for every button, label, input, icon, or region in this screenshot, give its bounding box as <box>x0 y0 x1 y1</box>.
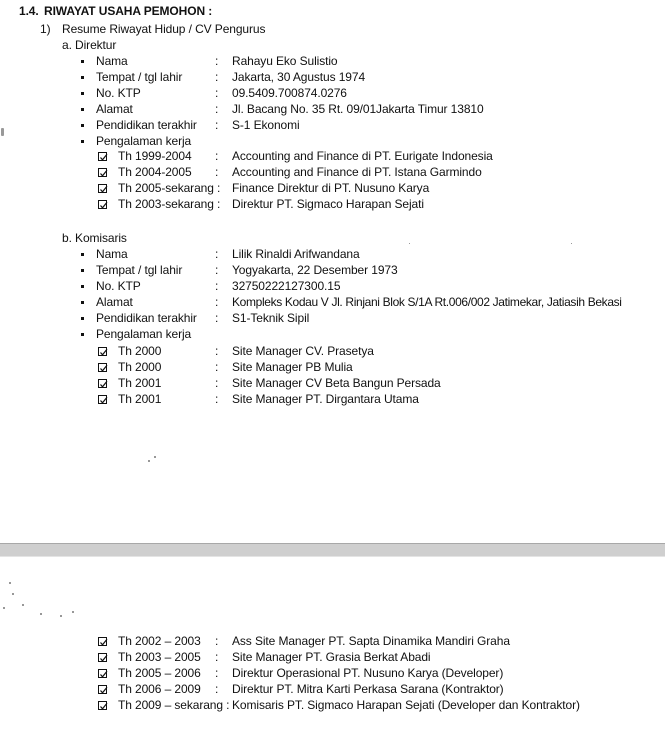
field-colon: : <box>215 392 219 406</box>
experience-period: Th 2001 <box>118 392 162 406</box>
field-colon: : <box>215 70 219 84</box>
scan-speck <box>3 607 5 609</box>
experience-desc: Accounting and Finance di PT. Eurigate Indonesia <box>232 149 493 163</box>
field-colon: : <box>215 247 219 261</box>
bullet-icon <box>81 60 84 63</box>
field-label: Pendidikan terakhir <box>96 311 197 325</box>
field-label: Nama <box>96 247 128 261</box>
field-colon: : <box>215 149 219 163</box>
field-colon: : <box>215 54 219 68</box>
experience-desc: Site Manager PT. Dirgantara Utama <box>232 392 419 406</box>
experience-desc: Direktur Operasional PT. Nusuno Karya (Developer) <box>232 666 504 680</box>
experience-desc: Site Manager PT. Grasia Berkat Abadi <box>232 650 431 664</box>
experience-period: Th 2005-sekarang : <box>118 181 221 195</box>
experience-desc: Accounting and Finance di PT. Istana Garmindo <box>232 165 482 179</box>
field-label: Nama <box>96 54 128 68</box>
field-label: Pendidikan terakhir <box>96 118 197 132</box>
field-colon: : <box>215 118 219 132</box>
field-value: Jl. Bacang No. 35 Rt. 09/01Jakarta Timur 13810 <box>232 102 484 116</box>
experience-desc: Site Manager CV. Prasetya <box>232 344 374 358</box>
checkbox-checked-icon <box>98 395 107 404</box>
komisaris-heading: b. Komisaris <box>62 231 127 245</box>
field-colon: : <box>215 263 219 277</box>
field-colon: : <box>215 165 219 179</box>
checkbox-checked-icon <box>98 685 107 694</box>
bullet-icon <box>81 76 84 79</box>
bullet-icon <box>81 285 84 288</box>
field-value: Rahayu Eko Sulistio <box>232 54 338 68</box>
section-number: 1.4. <box>19 4 39 18</box>
experience-label: Pengalaman kerja <box>96 327 192 341</box>
checkbox-checked-icon <box>98 363 107 372</box>
experience-label: Pengalaman kerja <box>96 134 192 148</box>
field-value: S1-Teknik Sipil <box>232 311 310 325</box>
experience-period: Th 2003-sekarang : <box>118 197 221 211</box>
experience-period: Th 2000 <box>118 360 162 374</box>
field-value: Jakarta, 30 Agustus 1974 <box>232 70 366 84</box>
bullet-icon <box>81 140 84 143</box>
experience-period: Th 1999-2004 <box>118 149 192 163</box>
direktur-heading: a. Direktur <box>62 38 117 52</box>
checkbox-checked-icon <box>98 637 107 646</box>
scan-mark <box>1 128 4 136</box>
bullet-icon <box>81 301 84 304</box>
field-colon: : <box>215 666 219 680</box>
field-colon: : <box>215 650 219 664</box>
checkbox-checked-icon <box>98 347 107 356</box>
scan-speck <box>40 613 42 615</box>
experience-desc: Direktur PT. Mitra Karti Perkasa Sarana (Kontraktor) <box>232 682 504 696</box>
experience-period: Th 2001 <box>118 376 162 390</box>
bullet-icon <box>81 253 84 256</box>
field-label: No. KTP <box>96 279 141 293</box>
field-label: Tempat / tgl lahir <box>96 263 183 277</box>
experience-period: Th 2005 – 2006 <box>118 666 201 680</box>
field-colon: : <box>215 102 219 116</box>
checkbox-checked-icon <box>98 200 107 209</box>
scan-speck <box>72 611 74 613</box>
bullet-icon <box>81 333 84 336</box>
field-label: No. KTP <box>96 86 141 100</box>
experience-desc: Komisaris PT. Sigmaco Harapan Sejati (Developer dan Kontraktor) <box>232 698 580 712</box>
scan-speck <box>9 582 11 584</box>
bullet-icon <box>81 269 84 272</box>
checkbox-checked-icon <box>98 152 107 161</box>
field-label: Alamat <box>96 102 133 116</box>
experience-period: Th 2009 – sekarang : <box>118 698 230 712</box>
experience-desc: Direktur PT. Sigmaco Harapan Sejati <box>232 197 424 211</box>
experience-period: Th 2006 – 2009 <box>118 682 201 696</box>
scan-speck <box>409 243 410 244</box>
field-colon: : <box>215 279 219 293</box>
bullet-icon <box>81 317 84 320</box>
scan-speck <box>12 593 14 595</box>
field-colon: : <box>215 295 219 309</box>
field-colon: : <box>215 634 219 648</box>
field-label: Tempat / tgl lahir <box>96 70 183 84</box>
subsection-title: Resume Riwayat Hidup / CV Pengurus <box>62 22 266 36</box>
experience-desc: Ass Site Manager PT. Sapta Dinamika Mandiri Graha <box>232 634 510 648</box>
field-value: Lilik Rinaldi Arifwandana <box>232 247 360 261</box>
experience-period: Th 2004-2005 <box>118 165 192 179</box>
field-colon: : <box>215 376 219 390</box>
experience-period: Th 2002 – 2003 <box>118 634 201 648</box>
subsection-number: 1) <box>40 22 51 36</box>
field-colon: : <box>215 311 219 325</box>
bullet-icon <box>81 92 84 95</box>
field-colon: : <box>215 682 219 696</box>
checkbox-checked-icon <box>98 701 107 710</box>
experience-desc: Site Manager PB Mulia <box>232 360 353 374</box>
field-value: 09.5409.700874.0276 <box>232 86 347 100</box>
checkbox-checked-icon <box>98 168 107 177</box>
section-title: RIWAYAT USAHA PEMOHON : <box>44 4 213 18</box>
page-2 <box>0 557 665 736</box>
field-colon: : <box>215 86 219 100</box>
page-separator <box>0 543 665 557</box>
field-label: Alamat <box>96 295 133 309</box>
field-colon: : <box>215 344 219 358</box>
checkbox-checked-icon <box>98 184 107 193</box>
field-value: 32750222127300.15 <box>232 279 341 293</box>
field-value: S-1 Ekonomi <box>232 118 300 132</box>
scan-speck <box>148 460 150 462</box>
experience-period: Th 2000 <box>118 344 162 358</box>
scan-speck <box>571 243 572 244</box>
field-colon: : <box>215 360 219 374</box>
experience-period: Th 2003 – 2005 <box>118 650 201 664</box>
experience-desc: Finance Direktur di PT. Nusuno Karya <box>232 181 430 195</box>
scan-speck <box>60 615 62 617</box>
checkbox-checked-icon <box>98 653 107 662</box>
field-value: Yogyakarta, 22 Desember 1973 <box>232 263 398 277</box>
checkbox-checked-icon <box>98 669 107 678</box>
scan-speck <box>154 456 156 458</box>
field-value: Kompleks Kodau V Jl. Rinjani Blok S/1A Rt.006/002 Jatimekar, Jatiasih Bekasi <box>232 295 622 309</box>
experience-desc: Site Manager CV Beta Bangun Persada <box>232 376 441 390</box>
bullet-icon <box>81 108 84 111</box>
bullet-icon <box>81 124 84 127</box>
checkbox-checked-icon <box>98 379 107 388</box>
scan-speck <box>22 604 24 606</box>
